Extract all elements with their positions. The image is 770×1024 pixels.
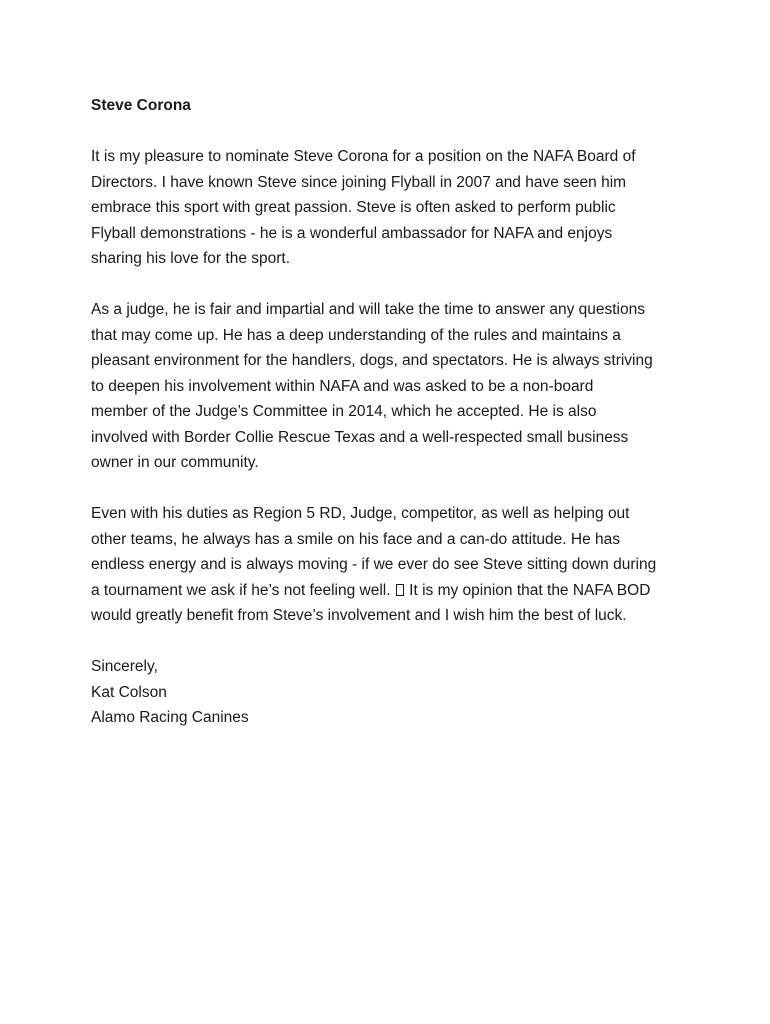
paragraph-line: It is my pleasure to nominate Steve Corona for a position on the NAFA Board of <box>91 148 636 165</box>
paragraph-line: As a judge, he is fair and impartial and will take the time to answer any questions <box>91 301 645 318</box>
letter-body <box>91 93 701 731</box>
letter-title: Steve Corona <box>91 97 191 114</box>
paragraph-line: Even with his duties as Region 5 RD, Judge, competitor, as well as helping out <box>91 505 630 522</box>
paragraph-line: pleasant environment for the handlers, dogs, and spectators. He is always striving <box>91 352 653 369</box>
paragraph-line: sharing his love for the sport. <box>91 250 291 267</box>
paragraph-line: would greatly benefit from Steve’s involvement and I wish him the best of luck. <box>91 607 627 624</box>
paragraph-line: involved with Border Collie Rescue Texas and a well-respected small business <box>91 428 629 446</box>
paragraph-line <box>91 578 701 604</box>
closing-salutation: Sincerely, <box>91 658 158 675</box>
paragraph-line: embrace this sport with great passion. Steve is often asked to perform public <box>91 199 616 216</box>
line-text-before-glyph: a tournament we ask if he’s not feeling well. <box>91 581 395 599</box>
missing-glyph-icon <box>396 584 404 596</box>
paragraph-line: endless energy and is always moving - if we ever do see Steve sitting down during <box>91 556 657 573</box>
paragraph-1 <box>91 144 701 272</box>
paragraph-2 <box>91 297 701 476</box>
line-text-after-glyph: It is my opinion that the NAFA BOD <box>404 581 651 599</box>
signer-name: Kat Colson <box>91 683 167 701</box>
letter-closing <box>91 654 701 731</box>
signer-organization: Alamo Racing Canines <box>91 709 249 726</box>
paragraph-line: to deepen his involvement within NAFA and was asked to be a non-board <box>91 377 594 395</box>
paragraph-3 <box>91 501 701 629</box>
paragraph-line: other teams, he always has a smile on his face and a can-do attitude. He has <box>91 530 621 548</box>
paragraph-line: Directors. I have known Steve since joining Flyball in 2007 and have seen him <box>91 173 627 191</box>
paragraph-line: member of the Judge’s Committee in 2014, which he accepted. He is also <box>91 403 597 420</box>
paragraph-line: owner in our community. <box>91 454 259 471</box>
paragraph-line: that may come up. He has a deep understanding of the rules and maintains a <box>91 326 621 344</box>
paragraph-line: Flyball demonstrations - he is a wonderful ambassador for NAFA and enjoys <box>91 224 613 242</box>
